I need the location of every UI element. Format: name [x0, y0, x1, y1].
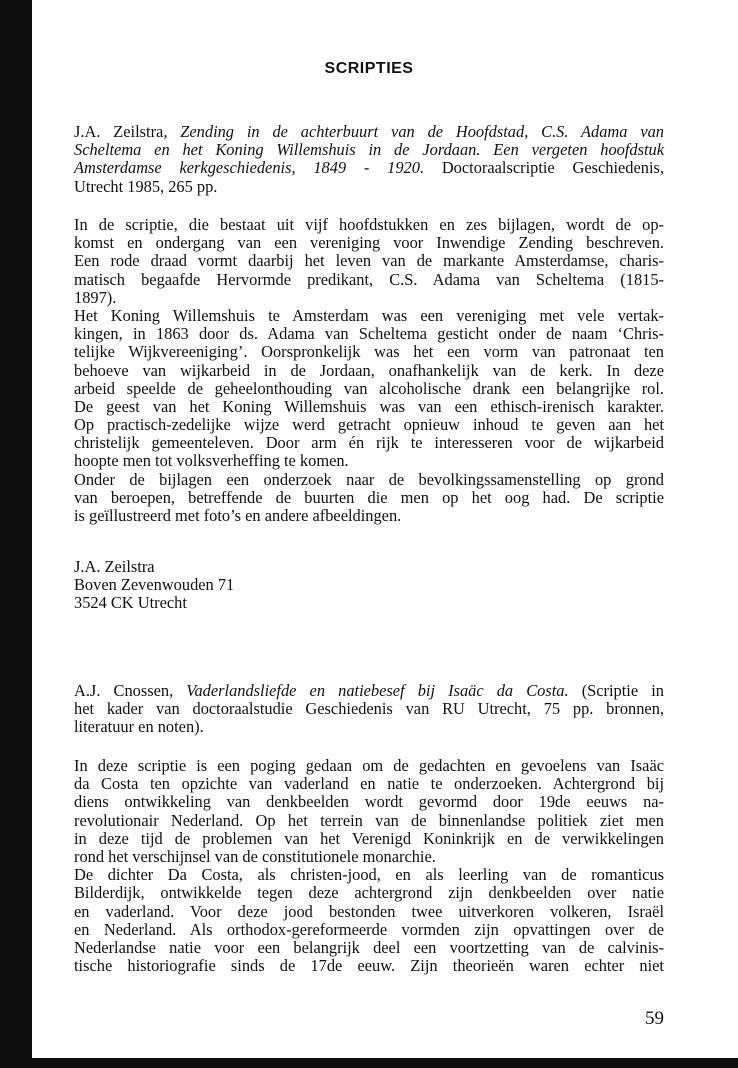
- text-line: revolutionair Nederland. Op het terrein van de binnenlandse politiek ziet men: [74, 810, 664, 830]
- text-line: da Costa ten opzichte van vaderland en natie te onderzoeken. Achtergrond bij: [74, 774, 664, 794]
- page-number: 59: [645, 1008, 664, 1029]
- entry1-citation-text: J.A. Zeilstra,: [74, 122, 181, 141]
- text-line: christelijk gemeenteleven. Door arm én rijk te interesseren voor de wijkarbeid: [74, 433, 664, 453]
- entry1-citation-text: Doctoraalscriptie Geschiedenis,: [441, 158, 664, 178]
- entry1-citation-line: [74, 159, 664, 177]
- entry2-citation: [74, 682, 664, 737]
- text-line: De dichter Da Costa, als christen-jood, en als leerling van de romanticus: [74, 865, 664, 885]
- text-line: Bilderdijk, ontwikkelde tegen deze achtergrond zijn denkbeelden over natie: [74, 883, 664, 903]
- text-line: telijke Wijkvereeniging’. Oorspronkelijk was het een vorm van patronaat ten: [74, 342, 664, 362]
- entry2-citation-text: A.J. Cnossen,: [74, 681, 187, 700]
- text-line: matisch begaafde Hervormde predikant, C.S. Adama van Scheltema (1815-: [74, 269, 664, 289]
- entry2-citation-line: [74, 682, 664, 700]
- text-line: 3524 CK Utrecht: [74, 593, 187, 613]
- text-line: behoeve van wijkarbeid in de Jordaan, onafhankelijk van de kerk. In deze: [74, 360, 664, 380]
- entry1-citation-text: Utrecht 1985, 265 pp.: [74, 176, 218, 196]
- text-line: arbeid speelde de geheelonthouding van alcoholische drank een belangrijke rol.: [74, 378, 664, 398]
- entry1-citation-line: [74, 123, 664, 141]
- text-line: en vaderland. Voor deze jood bestonden twee uitverkoren volkeren, Israël: [74, 901, 664, 921]
- text-line: Onder de bijlagen een onderzoek naar de bevolkingssamenstelling op grond: [74, 469, 664, 489]
- entry1-citation-line: [74, 178, 664, 196]
- entry2-citation-text: (Scriptie in: [581, 681, 664, 700]
- document-page: [74, 0, 664, 1050]
- entry1-address: [74, 558, 664, 613]
- text-line: tische historiografie sinds de 17de eeuw. Zijn theorieën waren echter niet: [74, 956, 664, 976]
- entry2-citation-text: het kader van doctoraalstudie Geschiedenis van RU Utrecht, 75 pp. bronnen,: [74, 699, 664, 719]
- entry1-citation-title-text: Scheltema en het Koning Willemshuis in de Jordaan. Een vergeten hoofdstuk: [74, 140, 664, 160]
- text-line: komst en ondergang van een vereniging voor Inwendige Zending beschreven.: [74, 233, 664, 253]
- entry2-body: [74, 757, 664, 975]
- text-line: Het Koning Willemshuis te Amsterdam was een vereniging met vele vertak-: [74, 305, 664, 325]
- page-title: SCRIPTIES: [324, 60, 414, 77]
- text-line: is geïllustreerd met foto’s en andere afbeeldingen.: [74, 506, 402, 525]
- text-line: hoopte men tot volksverheffing te komen.: [74, 451, 349, 471]
- text-line: rond het verschijnsel van de constitutionele monarchie.: [74, 846, 436, 866]
- text-line: Boven Zevenwouden 71: [74, 575, 235, 595]
- entry2-citation-line: [74, 718, 664, 736]
- text-line: van beroepen, betreffende de buurten die men op het oog had. De scriptie: [74, 487, 664, 507]
- entry1-citation-title-text: Zending in de achterbuurt van de Hoofdstad, C.S. Adama van: [180, 122, 664, 141]
- entry1-citation: [74, 123, 664, 196]
- entry2-citation-title-text: Vaderlandsliefde en natiebesef bij Isaäc da Costa.: [186, 681, 582, 700]
- scan-border-left: [0, 0, 32, 1068]
- text-line: In de scriptie, die bestaat uit vijf hoofdstukken en zes bijlagen, wordt de op-: [74, 215, 664, 234]
- entry2-citation-text: literatuur en noten).: [74, 717, 204, 737]
- scan-border-bottom: [0, 1058, 738, 1068]
- entry2-citation-line: [74, 700, 664, 718]
- entry1-citation-title-text: Amsterdamse kerkgeschiedenis, 1849 - 1920.: [74, 158, 442, 178]
- text-line: In deze scriptie is een poging gedaan om de gedachten en gevoelens van Isaäc: [74, 756, 664, 775]
- text-line: Een rode draad vormt daarbij het leven van de markante Amsterdamse, charis-: [74, 251, 664, 271]
- text-line: 1897).: [74, 287, 117, 307]
- text-line: Nederlandse natie voor een belangrijk deel een voortzetting van de calvinis-: [74, 937, 664, 957]
- text-line: in deze tijd de problemen van het Verenigd Koninkrijk en de verwikkelingen: [74, 828, 664, 848]
- entry1-body: [74, 216, 664, 525]
- text-line: Op practisch-zedelijke wijze werd getracht opnieuw inhoud te geven aan het: [74, 415, 664, 435]
- text-line: diens ontwikkeling van denkbeelden wordt gevormd door 19de eeuws na-: [74, 792, 664, 812]
- text-line: kingen, in 1863 door ds. Adama van Scheltema gesticht onder de naam ‘Chris-: [74, 324, 664, 344]
- text-line: De geest van het Koning Willemshuis was van een ethisch-irenisch karakter.: [74, 396, 664, 416]
- text-line: en Nederland. Als orthodox-gereformeerde vormden zijn opvattingen over de: [74, 919, 664, 939]
- entry1-citation-line: [74, 141, 664, 159]
- text-line: J.A. Zeilstra: [74, 557, 155, 576]
